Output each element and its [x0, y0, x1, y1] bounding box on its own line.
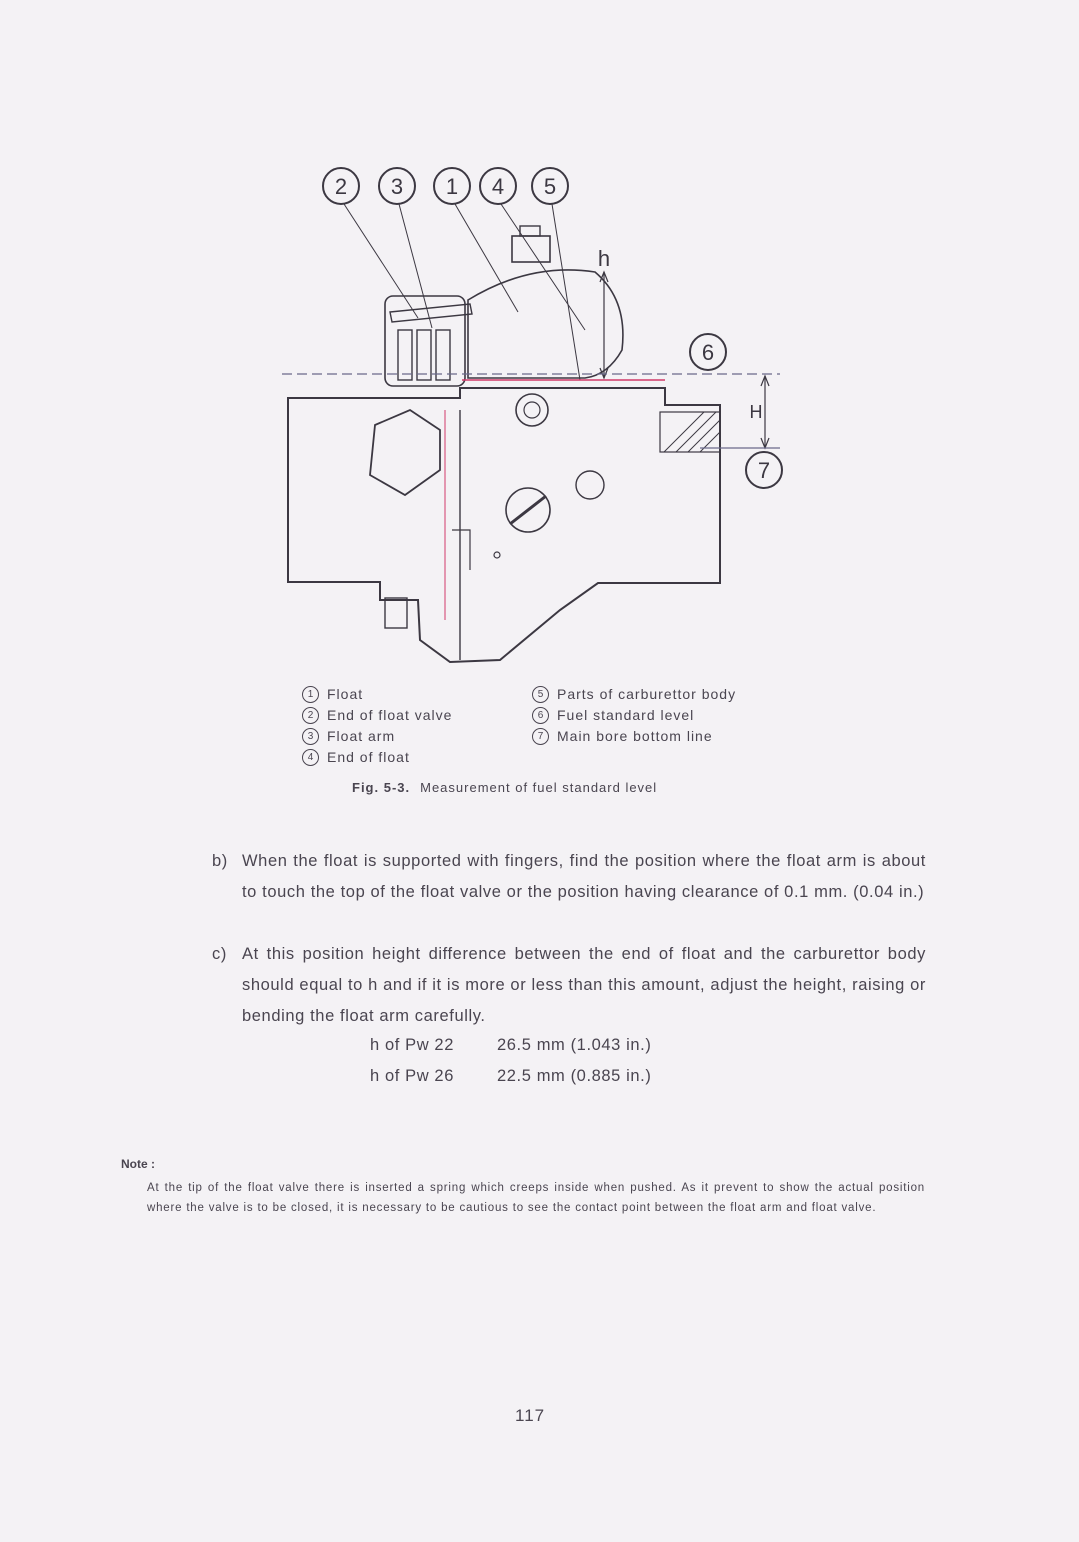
legend-left: [302, 684, 452, 768]
legend-item: [302, 684, 452, 705]
callout-label-5: 5: [543, 174, 557, 199]
legend-number: 7: [532, 728, 549, 745]
legend-number: 6: [532, 707, 549, 724]
legend-number: 4: [302, 749, 319, 766]
figure-title: Measurement of fuel standard level: [420, 780, 658, 795]
legend-item: [302, 705, 452, 726]
legend-text: End of float: [327, 749, 410, 765]
paragraph-text: When the float is supported with fingers, find the position where the float arm is about to touch the top of the float valve or the position having clearance of 0.1 mm. (0.04 in.): [242, 852, 926, 901]
callout-label-4: 4: [491, 174, 505, 199]
paragraph-marker: c): [212, 945, 227, 963]
legend-item: [532, 726, 736, 747]
spec-value: 22.5 mm (0.885 in.): [497, 1067, 652, 1085]
callout-label-2: 2: [334, 174, 348, 199]
dimension-label-H: H: [749, 402, 763, 422]
legend-item: [532, 705, 736, 726]
callout-label-6: 6: [701, 340, 715, 365]
legend-right: [532, 684, 736, 747]
paragraph-marker: b): [212, 852, 228, 870]
figure-number: Fig. 5-3.: [352, 780, 411, 795]
legend-item: [532, 684, 736, 705]
callout-label-7: 7: [757, 458, 771, 483]
legend-text: Float: [327, 686, 364, 702]
carburettor-float-diagram: [0, 0, 1079, 680]
paragraph-c: [212, 939, 926, 1032]
spec-label: h of Pw 22: [370, 1036, 454, 1054]
legend-text: End of float valve: [327, 707, 453, 723]
figure-caption: [352, 780, 657, 795]
paragraph-text: At this position height difference between the end of float and the carburettor body should equal to h and if it is more or less than this amount, adjust the height, raising or bending the float arm carefully.: [242, 945, 926, 1025]
legend-number: 3: [302, 728, 319, 745]
legend-number: 2: [302, 707, 319, 724]
spec-label: h of Pw 26: [370, 1067, 454, 1085]
page-number: 117: [515, 1406, 546, 1425]
note-body: At the tip of the float valve there is inserted a spring which creeps inside when pushed. As it prevent to show the actual position where the valve is to be closed, it is necessary to be cautious to see the contact point between the float arm and float valve.: [147, 1182, 925, 1214]
legend-text: Main bore bottom line: [557, 728, 713, 744]
callout-label-1: 1: [445, 174, 459, 199]
callout-label-3: 3: [390, 174, 404, 199]
legend-text: Parts of carburettor body: [557, 686, 737, 702]
legend-text: Fuel standard level: [557, 707, 695, 723]
dimension-label-h: h: [597, 246, 611, 271]
legend-item: [302, 726, 452, 747]
paragraph-b: [212, 846, 926, 908]
legend-number: 1: [302, 686, 319, 703]
legend-text: Float arm: [327, 728, 396, 744]
legend-number: 5: [532, 686, 549, 703]
legend-item: [302, 747, 452, 768]
spec-value: 26.5 mm (1.043 in.): [497, 1036, 652, 1054]
note-title: Note :: [121, 1157, 155, 1171]
